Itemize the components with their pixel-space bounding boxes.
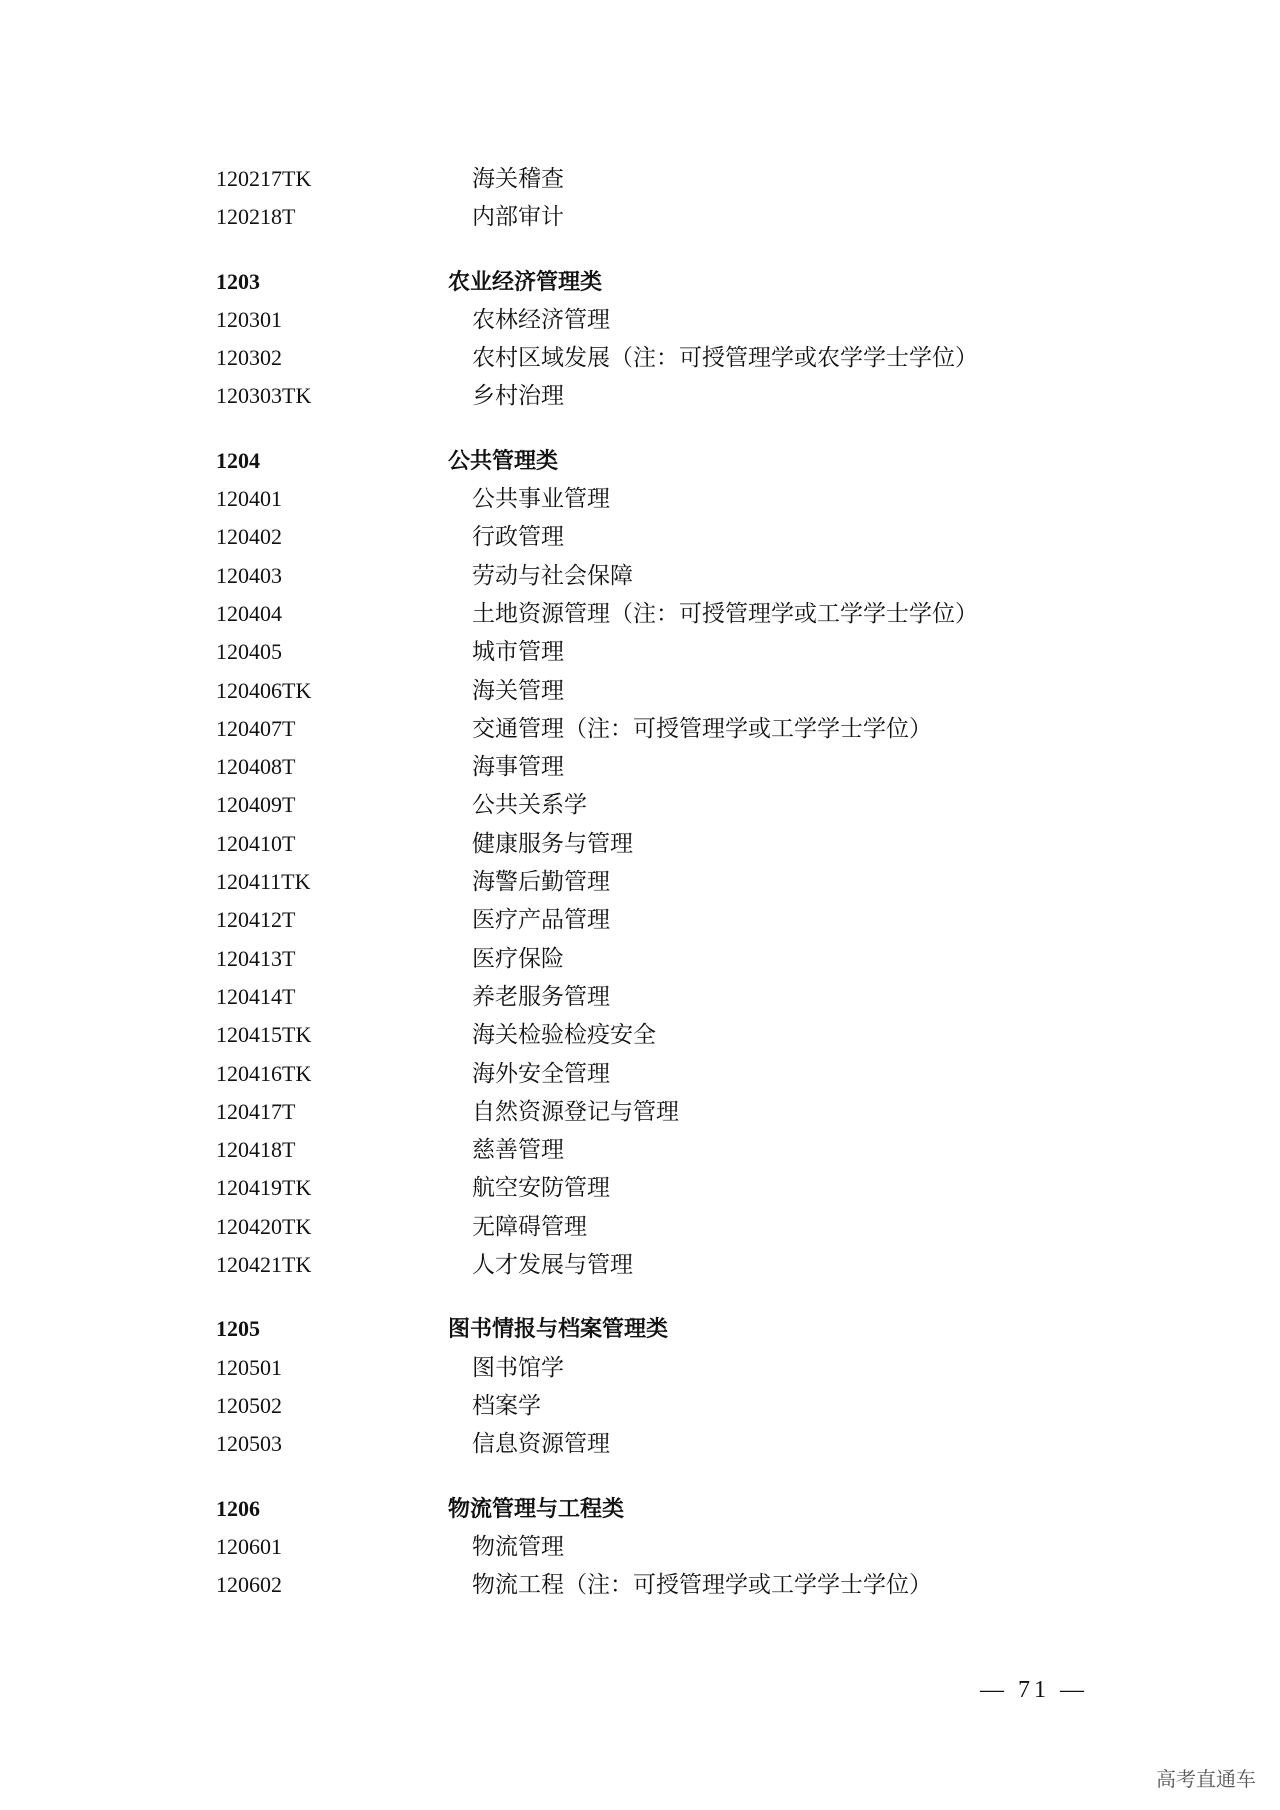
major-row xyxy=(216,1566,1116,1604)
major-row xyxy=(216,1208,1116,1246)
category-header xyxy=(216,1310,1116,1348)
major-code: 120218T xyxy=(216,204,296,230)
category-name: 图书情报与档案管理类 xyxy=(448,1317,669,1343)
major-row xyxy=(216,672,1116,710)
major-name: 劳动与社会保障 xyxy=(472,562,633,589)
major-code: 120415TK xyxy=(216,1022,312,1048)
major-name: 土地资源管理（注：可授管理学或工学学士学位） xyxy=(472,600,978,627)
major-row xyxy=(216,748,1116,786)
page-number: — 71 — xyxy=(980,1677,1088,1703)
major-code: 120412T xyxy=(216,907,296,933)
major-name: 行政管理 xyxy=(472,524,564,551)
major-row xyxy=(216,633,1116,671)
major-row xyxy=(216,557,1116,595)
major-name: 乡村治理 xyxy=(472,383,564,410)
category-header xyxy=(216,263,1116,301)
major-name: 海事管理 xyxy=(472,754,564,781)
major-row xyxy=(216,160,1116,198)
major-name: 交通管理（注：可授管理学或工学学士学位） xyxy=(472,715,932,742)
major-name: 航空安防管理 xyxy=(472,1175,610,1202)
category-header xyxy=(216,1490,1116,1528)
major-row xyxy=(216,1425,1116,1463)
major-name: 海外安全管理 xyxy=(472,1060,610,1087)
category-code: 1206 xyxy=(216,1495,260,1521)
major-code: 120410T xyxy=(216,830,296,856)
major-code: 120413T xyxy=(216,945,296,971)
major-code: 120407T xyxy=(216,715,296,741)
major-name: 农村区域发展（注：可授管理学或农学学士学位） xyxy=(472,345,978,372)
major-name: 养老服务管理 xyxy=(472,983,610,1010)
major-row xyxy=(216,825,1116,863)
major-row xyxy=(216,301,1116,339)
category-code: 1204 xyxy=(216,447,260,473)
major-name: 自然资源登记与管理 xyxy=(472,1098,679,1125)
major-name: 慈善管理 xyxy=(472,1137,564,1164)
major-code: 120417T xyxy=(216,1098,296,1124)
major-row xyxy=(216,1016,1116,1054)
major-row xyxy=(216,901,1116,939)
major-code: 120403 xyxy=(216,562,282,588)
major-name: 无障碍管理 xyxy=(472,1213,587,1240)
major-row xyxy=(216,1169,1116,1207)
major-name: 健康服务与管理 xyxy=(472,830,633,857)
major-code: 120601 xyxy=(216,1533,282,1559)
major-code: 120408T xyxy=(216,754,296,780)
major-row xyxy=(216,786,1116,824)
major-code: 120418T xyxy=(216,1137,296,1163)
watermark: 高考直通车 xyxy=(1156,1767,1256,1791)
category-name: 农业经济管理类 xyxy=(448,269,603,295)
major-name: 公共事业管理 xyxy=(472,486,610,513)
major-row xyxy=(216,595,1116,633)
major-code: 120416TK xyxy=(216,1060,312,1086)
major-code: 120409T xyxy=(216,792,296,818)
category-name: 公共管理类 xyxy=(448,448,559,474)
major-row xyxy=(216,940,1116,978)
major-name: 档案学 xyxy=(472,1392,541,1419)
major-row xyxy=(216,863,1116,901)
major-row xyxy=(216,339,1116,377)
major-name: 物流管理 xyxy=(472,1533,564,1560)
major-name: 信息资源管理 xyxy=(472,1431,610,1458)
major-code: 120421TK xyxy=(216,1252,312,1278)
major-code: 120302 xyxy=(216,345,282,371)
major-code: 120501 xyxy=(216,1354,282,1380)
category-code: 1203 xyxy=(216,268,260,294)
major-code: 120303TK xyxy=(216,383,312,409)
major-name: 医疗保险 xyxy=(472,945,564,972)
major-row xyxy=(216,1093,1116,1131)
major-name: 海警后勤管理 xyxy=(472,869,610,896)
major-name: 图书馆学 xyxy=(472,1354,564,1381)
major-row xyxy=(216,1387,1116,1425)
major-code: 120406TK xyxy=(216,677,312,703)
major-code: 120502 xyxy=(216,1392,282,1418)
major-code: 120419TK xyxy=(216,1175,312,1201)
major-name: 物流工程（注：可授管理学或工学学士学位） xyxy=(472,1572,932,1599)
major-code: 120405 xyxy=(216,639,282,665)
major-row xyxy=(216,1131,1116,1169)
major-code: 120401 xyxy=(216,486,282,512)
major-name: 人才发展与管理 xyxy=(472,1252,633,1279)
category-code: 1205 xyxy=(216,1316,260,1342)
category-name: 物流管理与工程类 xyxy=(448,1496,625,1522)
major-code: 120217TK xyxy=(216,166,312,191)
major-row xyxy=(216,518,1116,556)
major-catalog-list xyxy=(216,160,1116,1604)
major-code: 120602 xyxy=(216,1572,282,1598)
major-name: 海关检验检疫安全 xyxy=(472,1022,656,1049)
major-name: 海关稽查 xyxy=(472,166,564,192)
major-code: 120414T xyxy=(216,983,296,1009)
major-row xyxy=(216,480,1116,518)
major-name: 农林经济管理 xyxy=(472,306,610,333)
major-row xyxy=(216,198,1116,236)
major-code: 120301 xyxy=(216,306,282,332)
major-code: 120420TK xyxy=(216,1213,312,1239)
major-row xyxy=(216,377,1116,415)
major-name: 公共关系学 xyxy=(472,792,587,819)
major-row xyxy=(216,1528,1116,1566)
major-code: 120404 xyxy=(216,600,282,626)
major-name: 海关管理 xyxy=(472,677,564,704)
major-code: 120402 xyxy=(216,524,282,550)
major-code: 120503 xyxy=(216,1431,282,1457)
major-name: 医疗产品管理 xyxy=(472,907,610,934)
major-name: 城市管理 xyxy=(472,639,564,666)
major-code: 120411TK xyxy=(216,869,311,895)
category-header xyxy=(216,442,1116,480)
major-row xyxy=(216,978,1116,1016)
major-row xyxy=(216,1246,1116,1284)
major-row xyxy=(216,1055,1116,1093)
major-row xyxy=(216,710,1116,748)
major-row xyxy=(216,1349,1116,1387)
major-name: 内部审计 xyxy=(472,204,564,231)
